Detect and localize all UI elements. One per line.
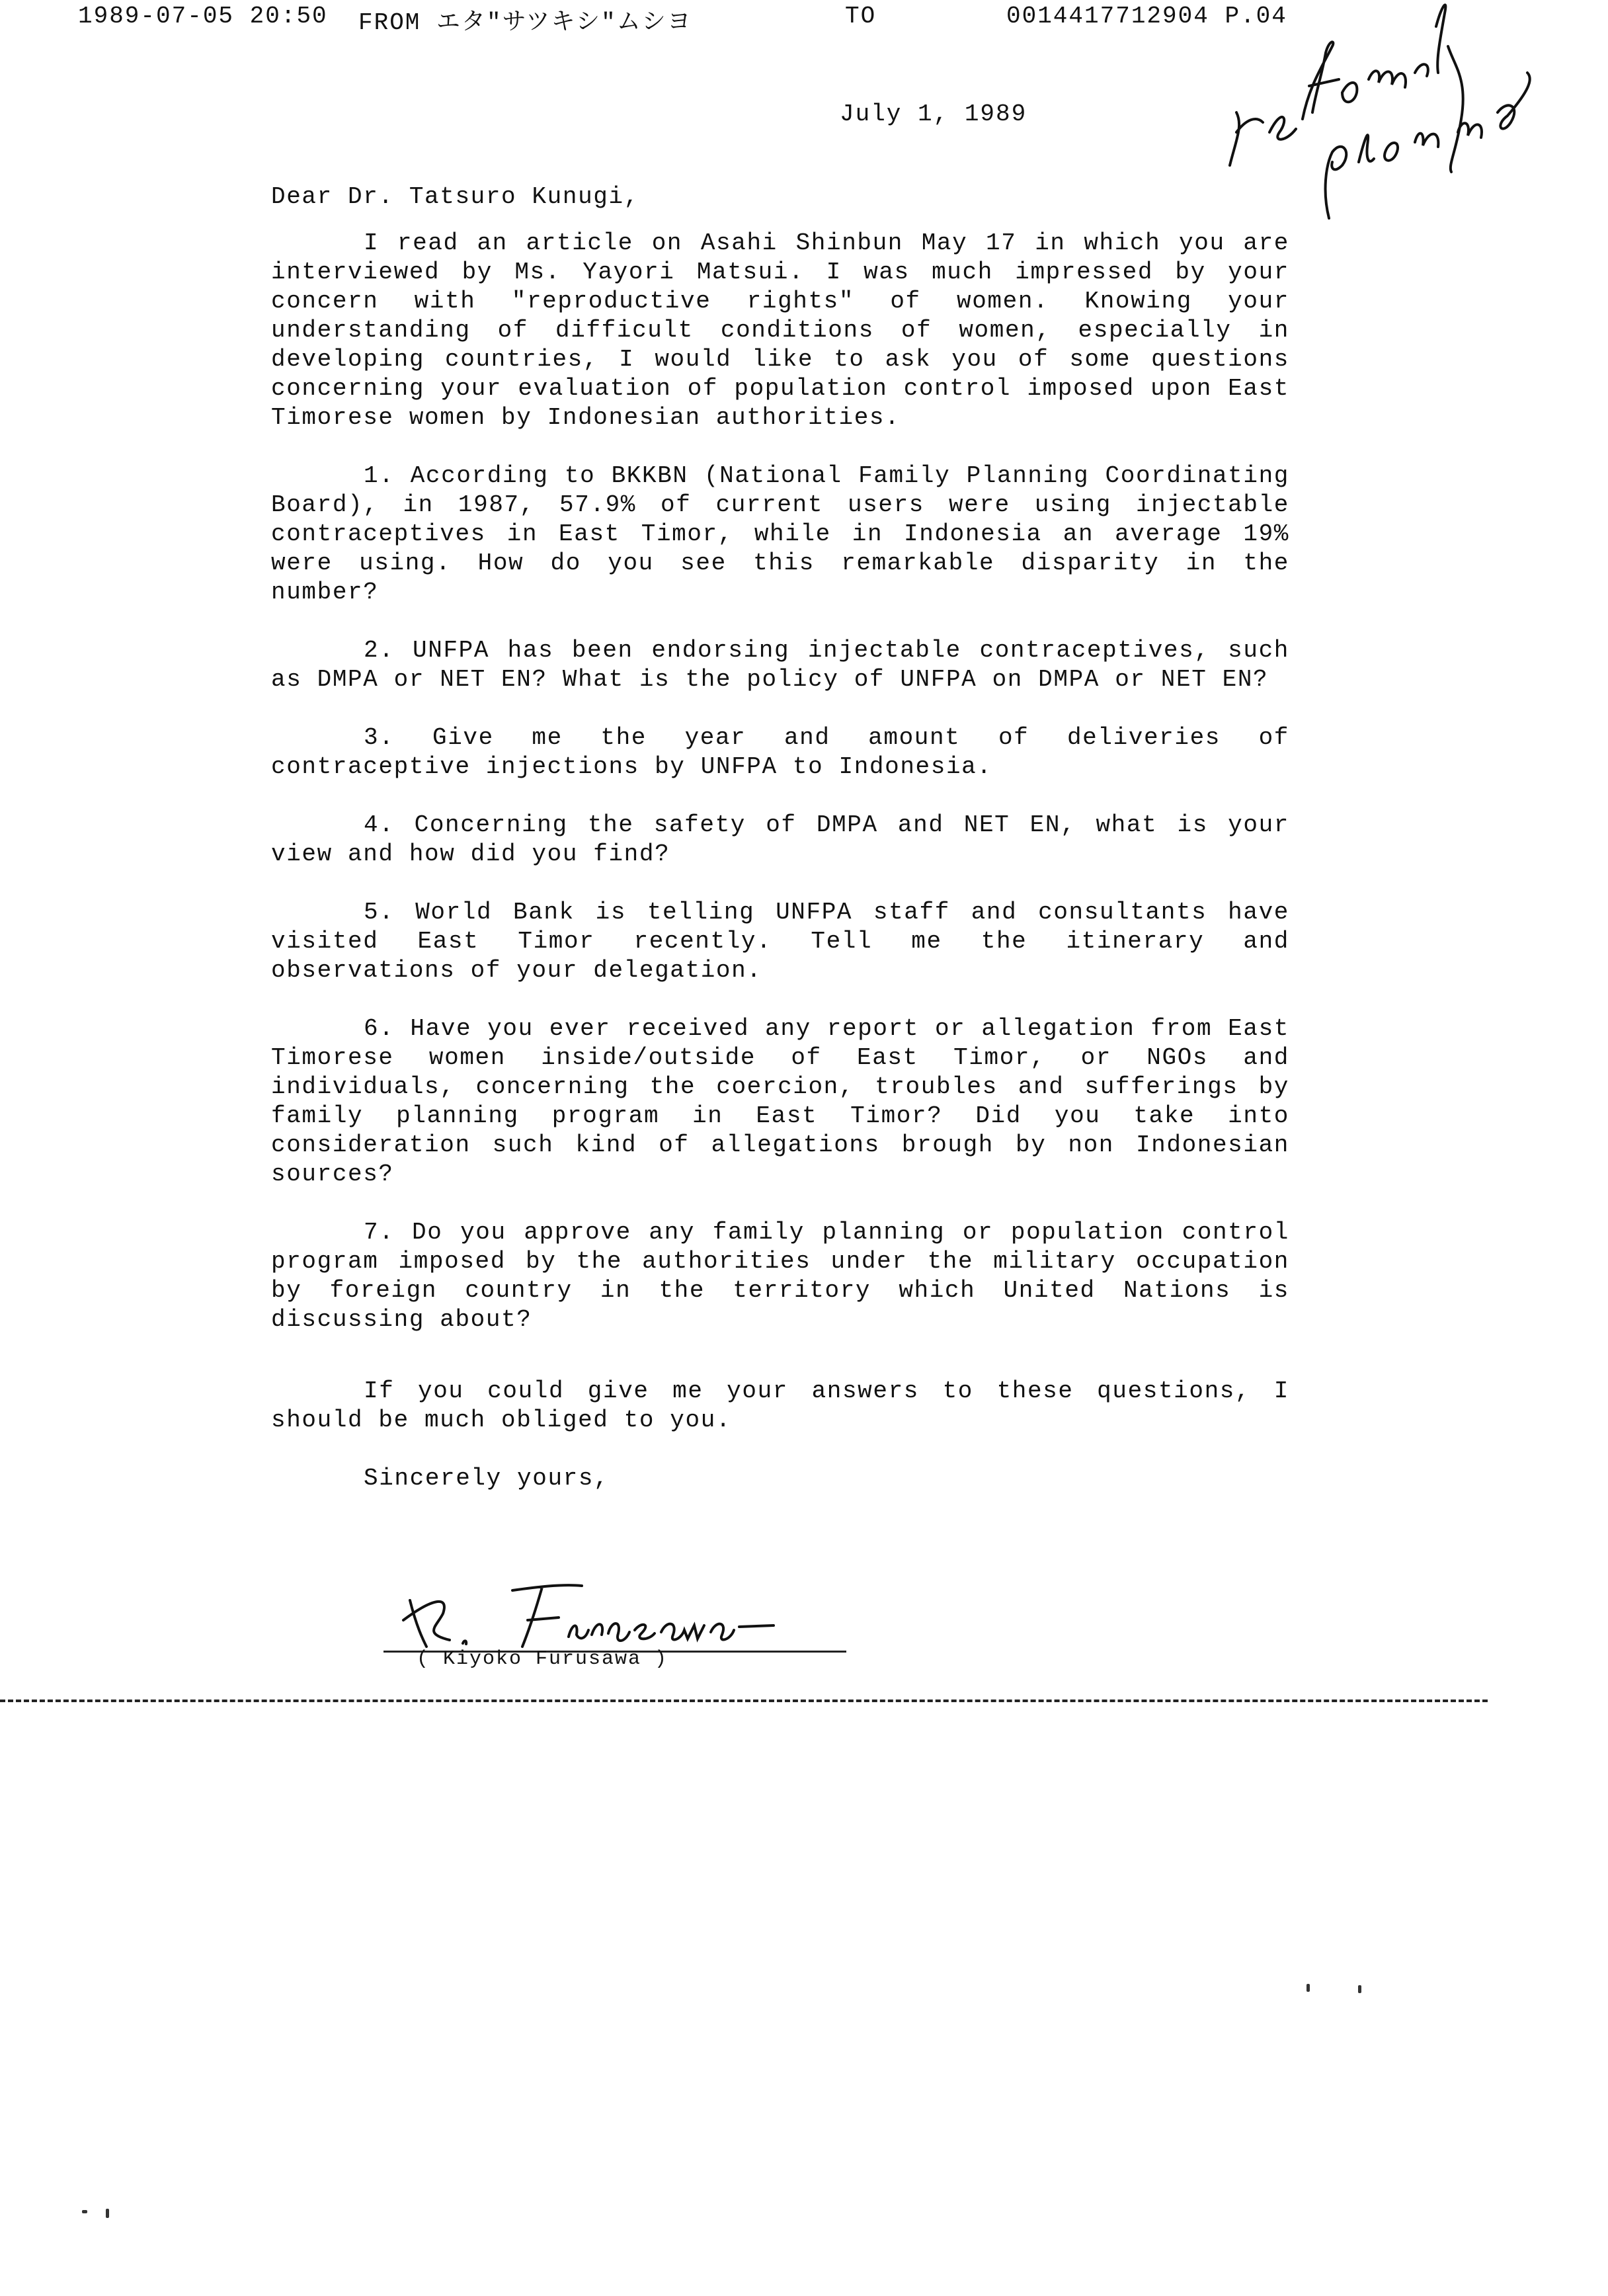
scan-speck: [1358, 1985, 1361, 1993]
fax-datetime: 1989-07-05 20:50: [78, 3, 328, 30]
question-2: 2. UNFPA has been endorsing injectable contraceptives, such as DMPA or NET EN? What is the policy of UNFPA on DMPA or NET EN?: [271, 637, 1289, 693]
question-7: 7. Do you approve any family planning or population control program imposed by the authorities under the military occupation by foreign country in the territory which United Nations is discussing about?: [271, 1219, 1289, 1333]
scan-speck: [1306, 1984, 1310, 1992]
closing-phrase: Sincerely yours,: [364, 1465, 610, 1492]
fax-from: FROM エタ"サツキシ"ムシヨ: [358, 9, 692, 36]
fax-number-page: 0014417712904 P.04: [1006, 3, 1287, 30]
intro-paragraph: I read an article on Asahi Shinbun May 17 in which you are interviewed by Ms. Yayori Matsui. I was much impressed by your concern with "reproductive rights" of women. Knowing your understanding of difficult conditions of women, especially in developing countries, I would like to ask you of some questions concerning your evaluation of population control imposed upon East Timorese women by Indonesian authorities.: [271, 229, 1289, 431]
letter-date: July 1, 1989: [840, 101, 1027, 128]
letter-body: [271, 183, 1289, 1493]
closing-paragraph: If you could give me your answers to these questions, I should be much obliged to you.: [271, 1377, 1289, 1434]
salutation: Dear Dr. Tatsuro Kunugi,: [271, 183, 639, 210]
scan-speck: [106, 2209, 109, 2218]
question-6: 6. Have you ever received any report or allegation from East Timorese women inside/outside of East Timor, or NGOs and individuals, concerning the coercion, troubles and sufferings by family planning program in East Timor? Did you take into consideration such kind of allegations brough by non Indonesian sources?: [271, 1015, 1289, 1188]
question-3: 3. Give me the year and amount of deliveries of contraceptive injections by UNFPA to Indonesia.: [271, 724, 1289, 780]
fax-to: TO: [845, 3, 877, 30]
page-divider: [0, 1700, 1488, 1702]
signature-block: [370, 1574, 873, 1673]
question-1: 1. According to BKKBN (National Family Planning Coordinating Board), in 1987, 57.9% of current users were using injectable contraceptives in East Timor, while in Indonesia an average 19% were using. How do you see this remarkable disparity in the number?: [271, 462, 1289, 606]
handwritten-signature: [370, 1574, 873, 1653]
question-4: 4. Concerning the safety of DMPA and NET EN, what is your view and how did you find?: [271, 811, 1289, 868]
scan-speck: [82, 2210, 87, 2213]
signer-name: ( Kiyoko Furusawa ): [417, 1648, 668, 1670]
question-5: 5. World Bank is telling UNFPA staff and consultants have visited East Timor recently. Tell me the itinerary and observations of your delegation.: [271, 899, 1289, 984]
